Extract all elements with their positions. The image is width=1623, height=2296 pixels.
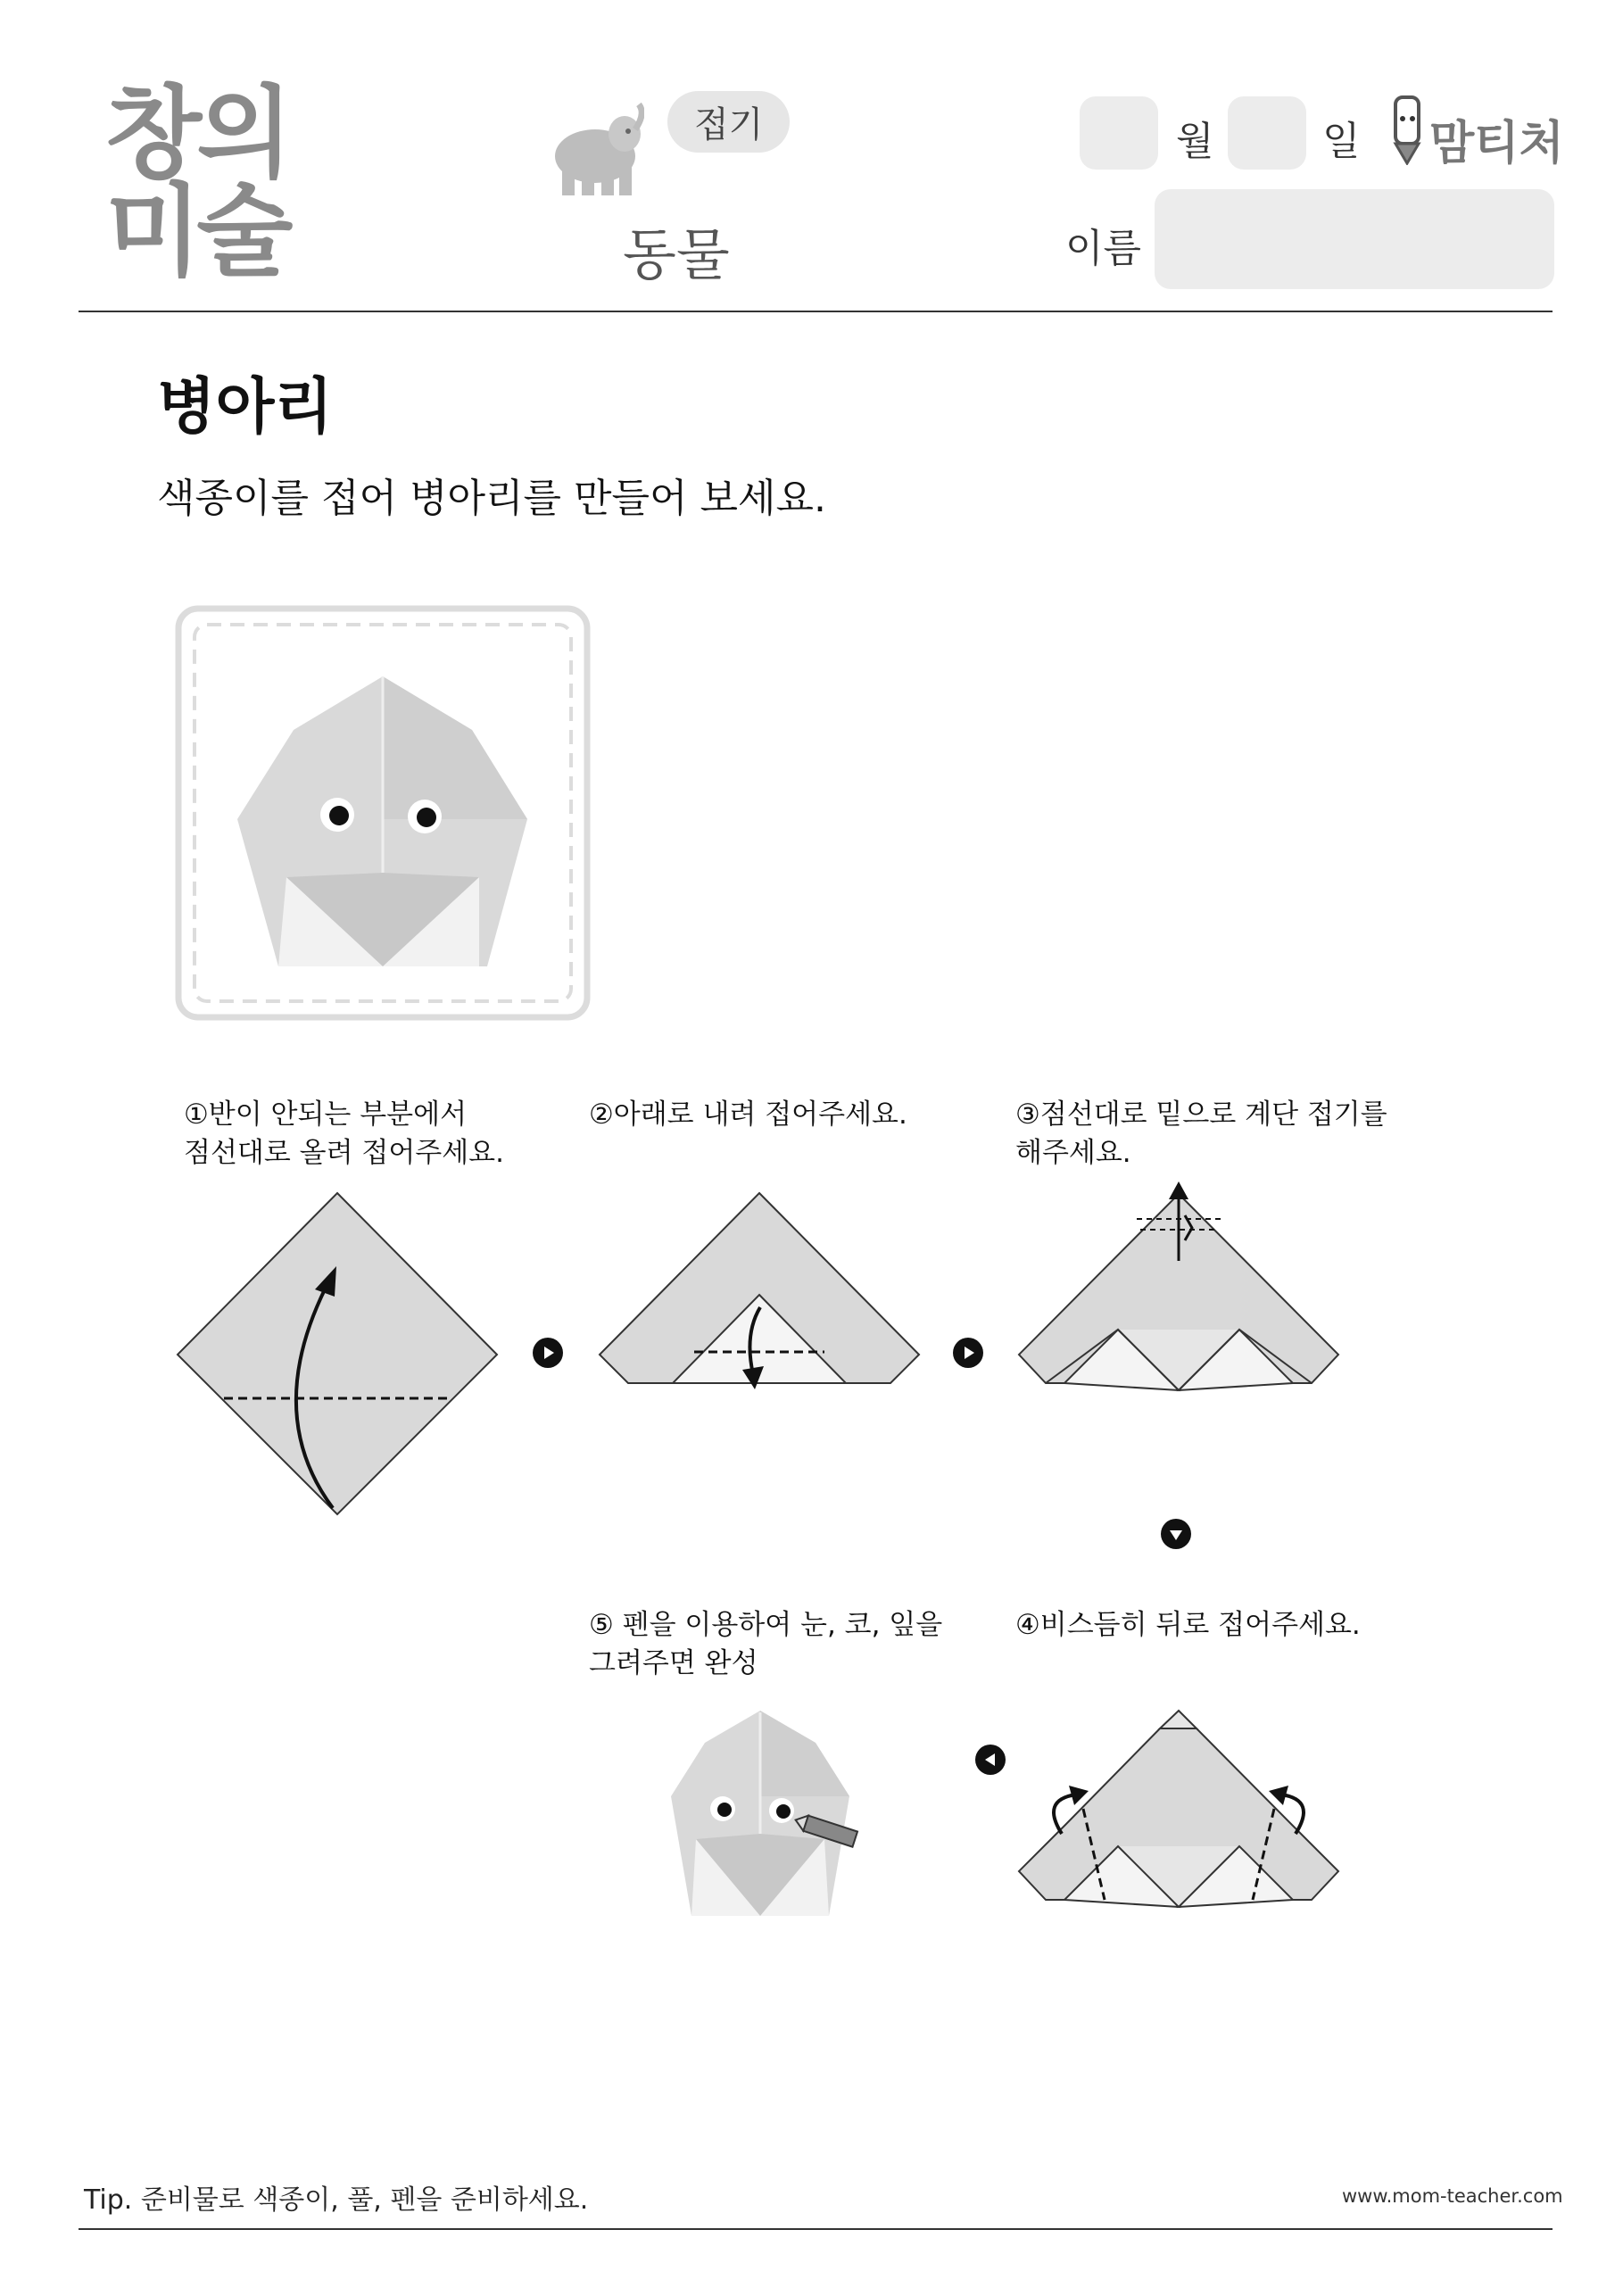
category-tag: 접기	[667, 91, 790, 153]
name-input[interactable]	[1155, 189, 1554, 289]
play-triangle-icon-2	[953, 1338, 983, 1368]
footer-tip: Tip. 준비물로 색종이, 풀, 펜을 준비하세요.	[84, 2184, 589, 2216]
step-2-text: ②아래로 내려 접어주세요.	[589, 1098, 907, 1131]
month-input[interactable]	[1080, 96, 1158, 170]
logo-line-1: 창의	[105, 76, 288, 192]
brand-logo: 맘티처	[1429, 117, 1564, 170]
step-4-diagram	[1015, 1709, 1342, 1914]
down-triangle-icon	[1161, 1519, 1191, 1549]
page-title: 병아리	[157, 372, 334, 443]
footer-url[interactable]: www.mom-teacher.com	[1342, 2185, 1563, 2207]
step-1-diagram	[174, 1191, 501, 1518]
finished-chick-preview	[175, 605, 591, 1021]
page-subtitle: 색종이를 접어 병아리를 만들어 보세요.	[157, 476, 826, 521]
elephant-icon	[546, 103, 644, 201]
step-3-diagram	[1015, 1176, 1342, 1406]
logo-line-2: 미술	[105, 174, 288, 290]
play-triangle-icon	[533, 1338, 563, 1368]
step-4-text: ④비스듬히 뒤로 접어주세요.	[1015, 1609, 1361, 1641]
day-input[interactable]	[1228, 96, 1306, 170]
step-5-text: ⑤ 펜을 이용하여 눈, 코, 잎을 그려주면 완성	[589, 1609, 943, 1679]
day-label: 일	[1322, 119, 1361, 164]
step-2-diagram	[596, 1191, 923, 1405]
month-label: 월	[1176, 119, 1214, 164]
category-title: 동물	[623, 222, 730, 287]
step-3-text: ③점선대로 밑으로 계단 접기를 해주세요.	[1015, 1098, 1387, 1169]
left-triangle-icon	[975, 1745, 1006, 1775]
step-5-diagram	[646, 1709, 878, 1923]
logo	[105, 76, 288, 290]
footer-divider	[79, 2228, 1553, 2230]
header-divider	[79, 311, 1553, 312]
pencil-mascot-icon	[1385, 94, 1429, 165]
step-1-text: ①반이 안되는 부분에서 점선대로 올려 접어주세요.	[184, 1098, 504, 1169]
name-label: 이름	[1065, 226, 1142, 271]
